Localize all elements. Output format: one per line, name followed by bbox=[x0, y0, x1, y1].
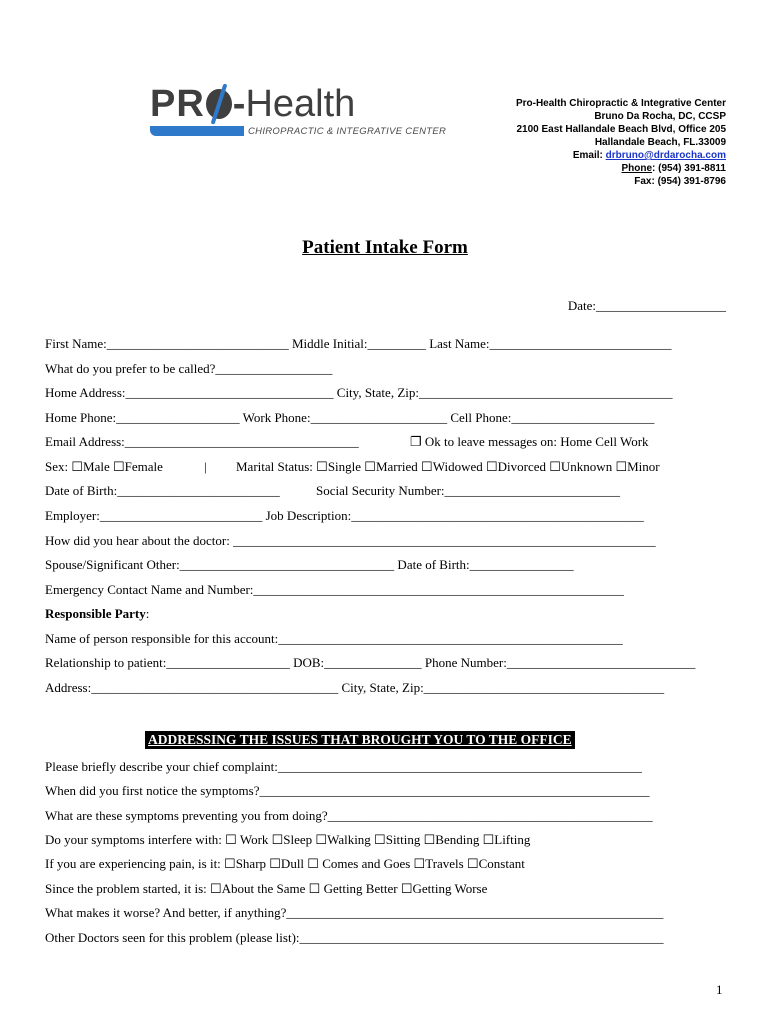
relationship-field[interactable]: Relationship to patient:___________________ DOB:_______________ Phone Number:_____________________________ bbox=[45, 655, 696, 670]
logo-dash: - bbox=[232, 83, 246, 125]
other-doctors-field[interactable]: Other Doctors seen for this problem (please list):________________________________________________________ bbox=[45, 930, 664, 945]
form-title: Patient Intake Form bbox=[302, 237, 468, 258]
employer-field[interactable]: Employer:_________________________ Job Description:_____________________________________________ bbox=[45, 508, 644, 523]
issues-section-heading: ADDRESSING THE ISSUES THAT BROUGHT YOU TO THE OFFICE bbox=[145, 731, 575, 749]
home-address-field[interactable]: Home Address:________________________________ City, State, Zip:_______________________________________ bbox=[45, 385, 673, 400]
emergency-contact-field[interactable]: Emergency Contact Name and Number:_________________________________________________________ bbox=[45, 582, 624, 597]
checkbox-cube-icon[interactable]: ❐ bbox=[410, 434, 422, 449]
email-field[interactable]: Email Address:____________________________________ bbox=[45, 434, 359, 449]
pain-type-options[interactable]: If you are experiencing pain, is it: ☐Sharp ☐Dull ☐ Comes and Goes ☐Travels ☐Constant bbox=[45, 856, 525, 871]
contact-block bbox=[516, 97, 726, 188]
phone-fields[interactable]: Home Phone:___________________ Work Phone:_____________________ Cell Phone:______________________ bbox=[45, 410, 655, 425]
responsible-party-heading: Responsible Party: bbox=[45, 606, 150, 621]
interference-options[interactable]: Do your symptoms interfere with: ☐ Work ☐Sleep ☐Walking ☐Sitting ☐Bending ☐Lifting bbox=[45, 832, 531, 847]
city-address: Hallandale Beach, FL.33009 bbox=[594, 137, 726, 148]
email-line: Email: drbruno@drdarocha.com bbox=[572, 150, 726, 161]
date-field[interactable]: Date:____________________ bbox=[567, 298, 726, 313]
email-link[interactable]: drbruno@drdarocha.com bbox=[605, 150, 726, 161]
responsible-name-field[interactable]: Name of person responsible for this account:_____________________________________________________ bbox=[45, 631, 623, 646]
progress-options[interactable]: Since the problem started, it is: ☐About the Same ☐ Getting Better ☐Getting Worse bbox=[45, 881, 488, 896]
symptoms-preventing-field[interactable]: What are these symptoms preventing you from doing?__________________________________________________ bbox=[45, 808, 653, 823]
center-name: Pro-Health Chiropractic & Integrative Center bbox=[515, 98, 726, 109]
marital-status-options[interactable]: Marital Status: ☐Single ☐Married ☐Widowed ☐Divorced ☐Unknown ☐Minor bbox=[236, 459, 660, 474]
phone-line: Phone: (954) 391-8811 bbox=[621, 163, 726, 174]
logo-pro-text: PR bbox=[150, 83, 205, 125]
symptom-onset-field[interactable]: When did you first notice the symptoms?____________________________________________________________ bbox=[45, 783, 650, 798]
preferred-name-field[interactable]: What do you prefer to be called?__________________ bbox=[45, 361, 333, 376]
worse-better-field[interactable]: What makes it worse? And better, if anything?__________________________________________________________ bbox=[45, 905, 664, 920]
responsible-address-field[interactable]: Address:______________________________________ City, State, Zip:_____________________________________ bbox=[45, 680, 665, 695]
spouse-field[interactable]: Spouse/Significant Other:_________________________________ Date of Birth:________________ bbox=[45, 557, 574, 572]
logo-subtitle: CHIROPRACTIC & INTEGRATIVE CENTER bbox=[248, 126, 447, 137]
street-address: 2100 East Hallandale Beach Blvd, Office 205 bbox=[516, 124, 726, 135]
logo-blue-bar bbox=[150, 126, 244, 136]
sex-separator: | bbox=[204, 459, 207, 474]
logo-spine-icon bbox=[206, 89, 232, 119]
name-fields[interactable]: First Name:____________________________ Middle Initial:_________ Last Name:____________________________ bbox=[45, 336, 672, 351]
prohealth-logo bbox=[150, 82, 447, 144]
page-number: 1 bbox=[716, 982, 723, 997]
sex-options[interactable]: Sex: ☐Male ☐Female bbox=[45, 459, 163, 474]
logo-health-text: Health bbox=[245, 83, 356, 125]
dob-field[interactable]: Date of Birth:_________________________ bbox=[45, 483, 280, 498]
referral-field[interactable]: How did you hear about the doctor: _________________________________________________________________ bbox=[45, 533, 656, 548]
messages-option[interactable]: ❐ Ok to leave messages on: Home Cell Work bbox=[410, 434, 649, 449]
doctor-name: Bruno Da Rocha, DC, CCSP bbox=[594, 111, 726, 122]
fax-line: Fax: (954) 391-8796 bbox=[634, 176, 726, 187]
ssn-field[interactable]: Social Security Number:___________________________ bbox=[316, 483, 621, 498]
chief-complaint-field[interactable]: Please briefly describe your chief complaint:________________________________________________________ bbox=[45, 759, 642, 774]
